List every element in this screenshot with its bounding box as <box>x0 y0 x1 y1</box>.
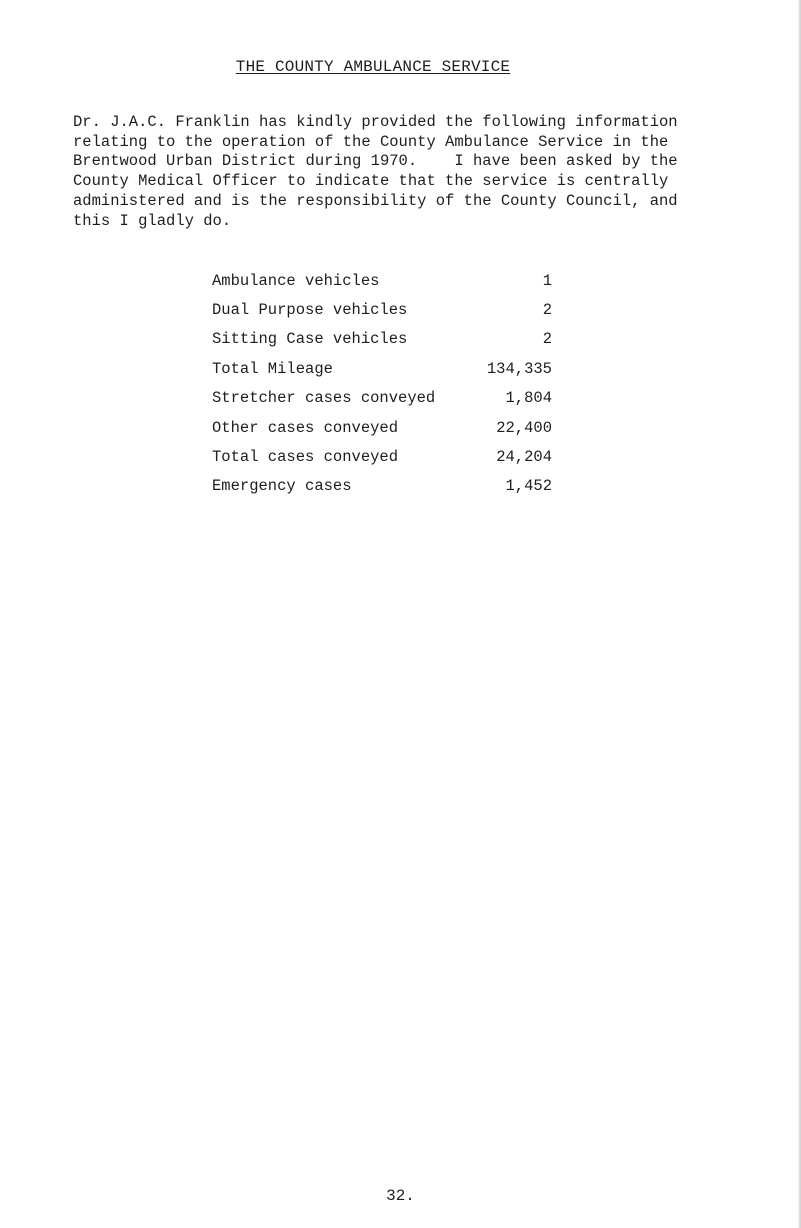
stat-value: 22,400 <box>496 418 552 437</box>
stats-row-other-cases <box>212 413 552 442</box>
stat-value: 1,804 <box>505 389 552 408</box>
ambulance-stats-table <box>212 266 552 501</box>
stat-value: 24,204 <box>496 448 552 467</box>
intro-line: this I gladly do. <box>73 211 232 230</box>
intro-line: relating to the operation of the County Ambulance Service in the <box>73 132 669 151</box>
stat-label: Total Mileage <box>212 359 333 378</box>
intro-paragraph <box>73 113 693 231</box>
stats-row-total-cases <box>212 442 552 471</box>
stat-value: 2 <box>542 301 552 320</box>
intro-line: Dr. J.A.C. Franklin has kindly provided the following information <box>73 113 678 131</box>
stat-value: 2 <box>542 330 552 349</box>
intro-line: County Medical Officer to indicate that the service is centrally <box>73 172 669 191</box>
stat-label: Stretcher cases conveyed <box>212 389 436 408</box>
stat-label: Sitting Case vehicles <box>212 330 408 349</box>
page-number: 32. <box>386 1187 415 1205</box>
stats-row-stretcher-cases <box>212 384 552 413</box>
stat-value: 134,335 <box>486 359 552 378</box>
stat-label: Emergency cases <box>212 477 352 496</box>
stat-label: Total cases conveyed <box>212 448 399 467</box>
intro-line: Brentwood Urban District during 1970. I have been asked by the <box>73 152 678 171</box>
stat-value: 1,452 <box>505 477 552 496</box>
stat-value: 1 <box>542 271 552 290</box>
stats-row-ambulance-vehicles <box>212 266 552 295</box>
stats-row-dual-purpose-vehicles <box>212 295 552 324</box>
stat-label: Ambulance vehicles <box>212 271 380 290</box>
intro-line: administered and is the responsibility of the County Council, and <box>73 191 678 210</box>
stats-row-emergency-cases <box>212 472 552 501</box>
stat-label: Other cases conveyed <box>212 418 399 437</box>
stat-label: Dual Purpose vehicles <box>212 301 408 320</box>
stats-row-sitting-case-vehicles <box>212 325 552 354</box>
page-title: THE COUNTY AMBULANCE SERVICE <box>235 58 511 76</box>
stats-row-total-mileage <box>212 354 552 383</box>
